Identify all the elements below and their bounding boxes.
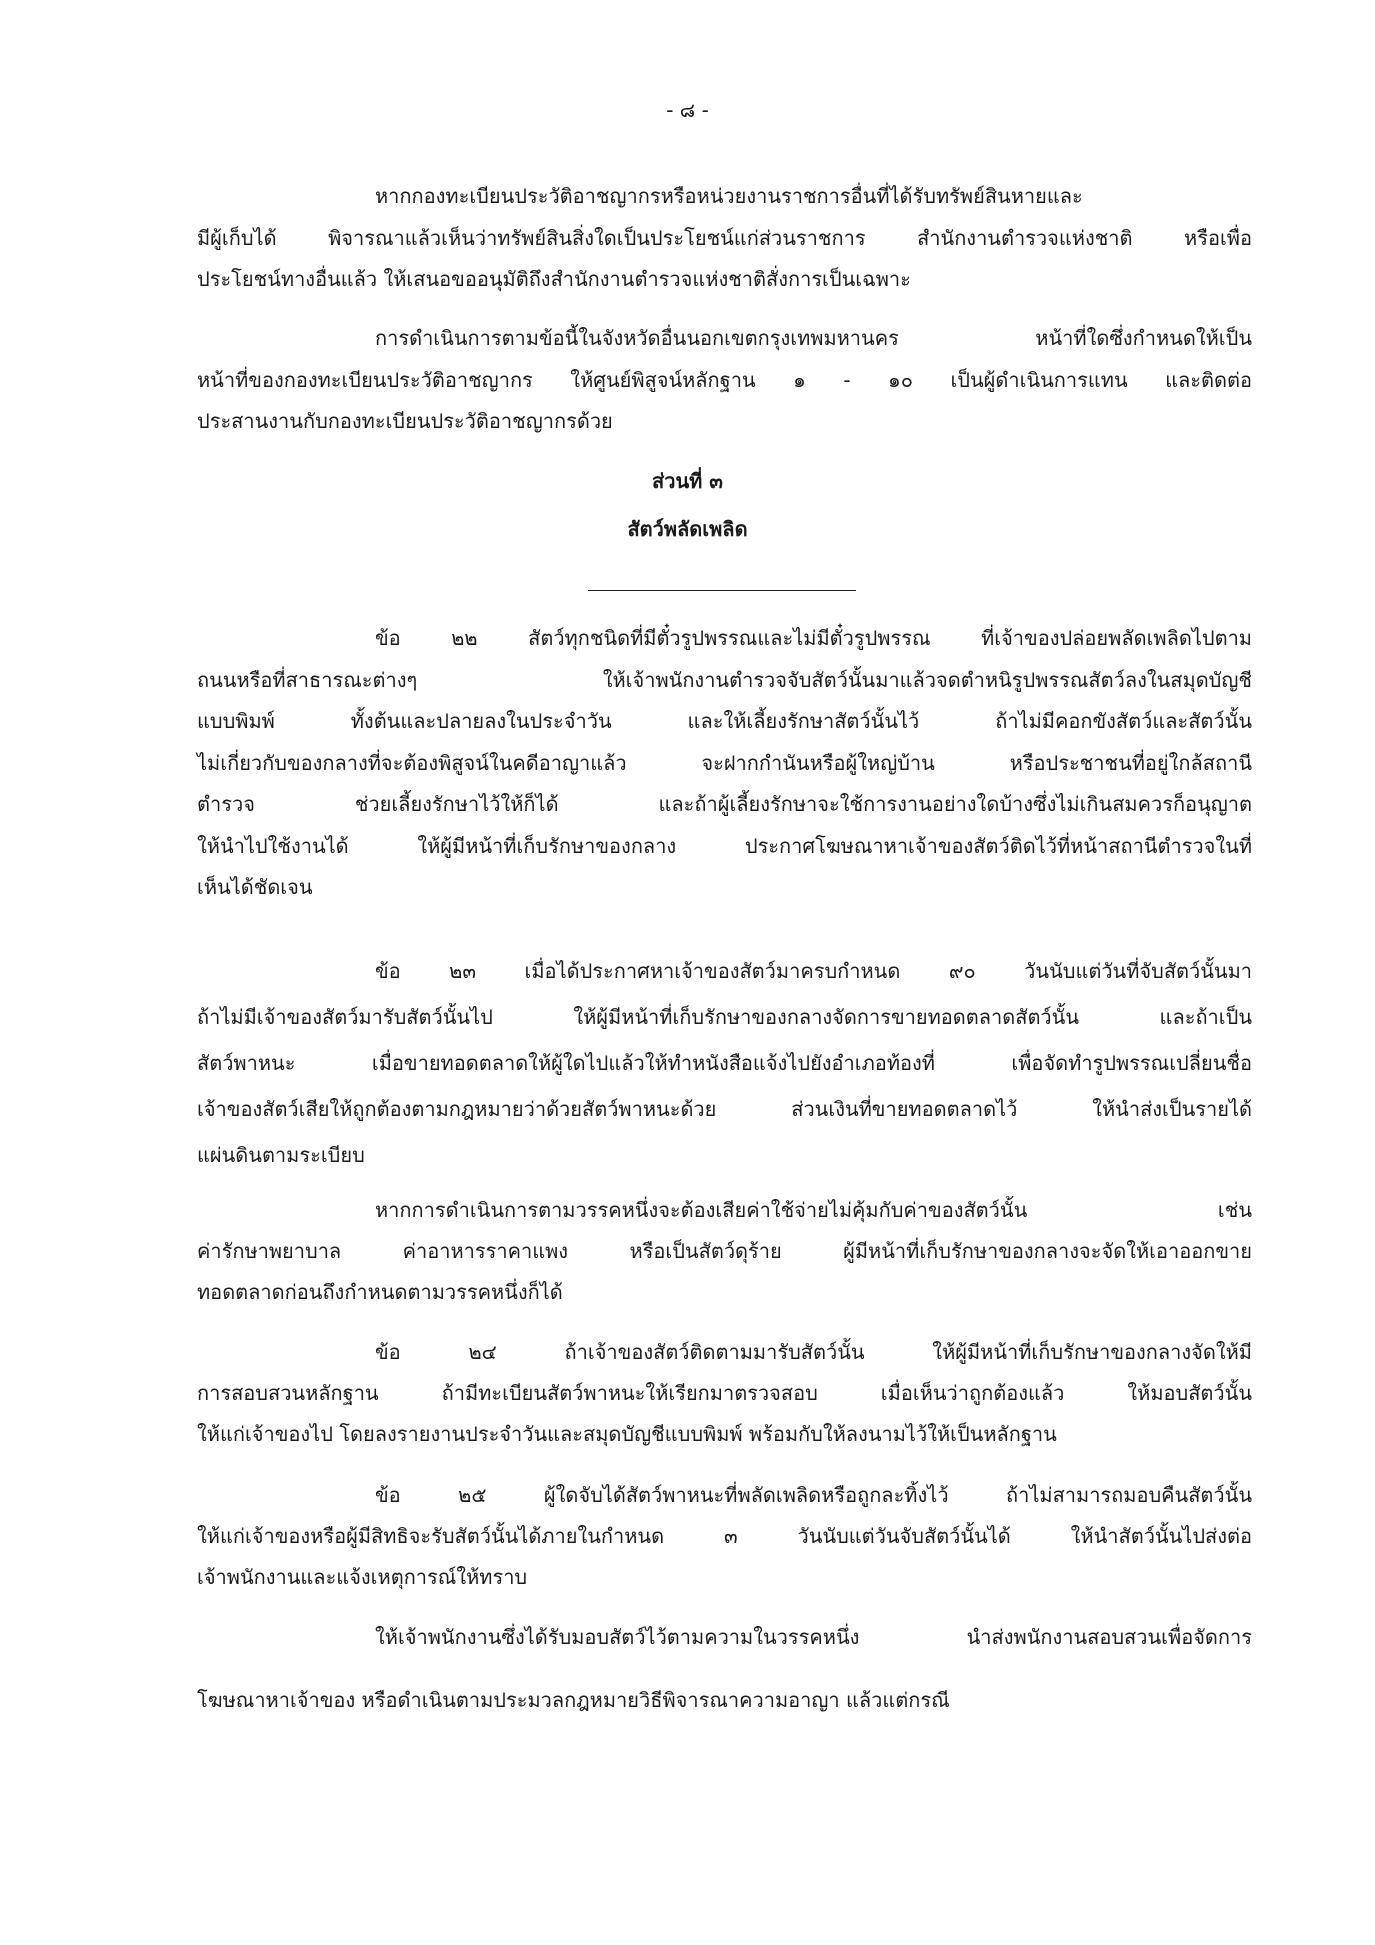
paragraph-p24-line: ให้แก่เจ้าของไป โดยลงรายงานประจำวันและสมุดบัญชีแบบพิมพ์ พร้อมกับให้ลงนามไว้ให้เป็นหลักฐาน bbox=[197, 1422, 1057, 1446]
paragraph-p25-line: เจ้าพนักงานและแจ้งเหตุการณ์ให้ทราบ bbox=[197, 1565, 528, 1589]
paragraph-p22-line: ไม่เกี่ยวกับของกลางที่จะต้องพิสูจน์ในคดีอาญาแล้ว จะฝากกำนันหรือผู้ใหญ่บ้าน หรือประชาชนที่อยู่ใกล้สถานี bbox=[197, 750, 1252, 775]
paragraph-p2-line: หน้าที่ของกองทะเบียนประวัติอาชญากร ให้ศูนย์พิสูจน์หลักฐาน ๑ - ๑๐ เป็นผู้ดำเนินการแทน และติดต่อ bbox=[197, 367, 1252, 392]
paragraph-p23-line: เจ้าของสัตว์เสียให้ถูกต้องตามกฎหมายว่าด้วยสัตว์พาหนะด้วย ส่วนเงินที่ขายทอดตลาดไว้ ให้นำส่งเป็นรายได้ bbox=[197, 1097, 1252, 1121]
paragraph-p23-line: ข้อ ๒๓ เมื่อได้ประกาศหาเจ้าของสัตว์มาครบกำหนด ๙๐ วันนับแต่วันที่จับสัตว์นั้นมา bbox=[375, 959, 1252, 983]
paragraph-p23b-line: หากการดำเนินการตามวรรคหนึ่งจะต้องเสียค่าใช้จ่ายไม่คุ้มกับค่าของสัตว์นั้น เช่น bbox=[375, 1198, 1252, 1222]
paragraph-p22-line: ตำรวจ ช่วยเลี้ยงรักษาไว้ให้ก็ได้ และถ้าผู้เลี้ยงรักษาจะใช้การงานอย่างใดบ้างซึ่งไม่เกินสมควรก็อนุญาต bbox=[197, 792, 1252, 816]
paragraph-p22-line: เห็นได้ชัดเจน bbox=[197, 875, 313, 899]
paragraph-p23-line: ถ้าไม่มีเจ้าของสัตว์มารับสัตว์นั้นไป ให้ผู้มีหน้าที่เก็บรักษาของกลางจัดการขายทอดตลาดสัตว์นั้น และถ้าเป็น bbox=[197, 1005, 1252, 1029]
section-divider bbox=[588, 590, 856, 591]
paragraph-p24-line: ข้อ ๒๔ ถ้าเจ้าของสัตว์ติดตามมารับสัตว์นั้น ให้ผู้มีหน้าที่เก็บรักษาของกลางจัดให้มี bbox=[375, 1340, 1252, 1364]
paragraph-p23-line: แผ่นดินตามระเบียบ bbox=[197, 1143, 365, 1167]
paragraph-p23b-line: ค่ารักษาพยาบาล ค่าอาหารราคาแพง หรือเป็นสัตว์ดุร้าย ผู้มีหน้าที่เก็บรักษาของกลางจะจัดให้เอาออกขาย bbox=[197, 1239, 1252, 1263]
paragraph-p23b-line: ทอดตลาดก่อนถึงกำหนดตามวรรคหนึ่งก็ได้ bbox=[197, 1280, 563, 1304]
paragraph-p22-line: ข้อ ๒๒ สัตว์ทุกชนิดที่มีตั๋วรูปพรรณและไม่มีตั๋วรูปพรรณ ที่เจ้าของปล่อยพลัดเพลิดไปตาม bbox=[375, 626, 1252, 650]
paragraph-p1-line: มีผู้เก็บได้ พิจารณาแล้วเห็นว่าทรัพย์สินสิ่งใดเป็นประโยชน์แก่ส่วนราชการ สำนักงานตำรวจแห่งชาติ หรือเพื่อ bbox=[197, 225, 1252, 250]
paragraph-p25b-line: โฆษณาหาเจ้าของ หรือดำเนินตามประมวลกฎหมายวิธีพิจารณาความอาญา แล้วแต่กรณี bbox=[197, 1688, 950, 1712]
paragraph-p25-line: ข้อ ๒๕ ผู้ใดจับได้สัตว์พาหนะที่พลัดเพลิดหรือถูกละทิ้งไว้ ถ้าไม่สามารถมอบคืนสัตว์นั้น bbox=[375, 1483, 1252, 1507]
paragraph-p25-line: ให้แก่เจ้าของหรือผู้มีสิทธิจะรับสัตว์นั้นได้ภายในกำหนด ๓ วันนับแต่วันจับสัตว์นั้นได้ ให้นำสัตว์นั้นไปส่งต่อ bbox=[197, 1524, 1252, 1548]
paragraph-p2-line: การดำเนินการตามข้อนี้ในจังหวัดอื่นนอกเขตกรุงเทพมหานคร หน้าที่ใดซึ่งกำหนดให้เป็น bbox=[375, 326, 1252, 350]
paragraph-p23-line: สัตว์พาหนะ เมื่อขายทอดตลาดให้ผู้ใดไปแล้วให้ทำหนังสือแจ้งไปยังอำเภอท้องที่ เพื่อจัดทำรูปพรรณเปลี่ยนชื่อ bbox=[197, 1051, 1252, 1075]
paragraph-p1-line: หากกองทะเบียนประวัติอาชญากรหรือหน่วยงานราชการอื่นที่ได้รับทรัพย์สินหายและ bbox=[375, 184, 1083, 208]
paragraph-p22-line: ถนนหรือที่สาธารณะต่างๆ ให้เจ้าพนักงานตำรวจจับสัตว์นั้นมาแล้วจดตำหนิรูปพรรณสัตว์ลงในสมุดบัญชี bbox=[197, 667, 1252, 692]
paragraph-p22-line: ให้นำไปใช้งานได้ ให้ผู้มีหน้าที่เก็บรักษาของกลาง ประกาศโฆษณาหาเจ้าของสัตว์ติดไว้ที่หน้าสถานีตำรวจในที่ bbox=[197, 833, 1252, 858]
page-number: - ๘ - bbox=[666, 98, 709, 122]
paragraph-p25b-line: ให้เจ้าพนักงานซึ่งได้รับมอบสัตว์ไว้ตามความในวรรคหนึ่ง นำส่งพนักงานสอบสวนเพื่อจัดการ bbox=[375, 1625, 1252, 1649]
section-title: สัตว์พลัดเพลิด bbox=[627, 517, 748, 541]
section-number: ส่วนที่ ๓ bbox=[652, 469, 723, 493]
paragraph-p22-line: แบบพิมพ์ ทั้งต้นและปลายลงในประจำวัน และให้เลี้ยงรักษาสัตว์นั้นไว้ ถ้าไม่มีคอกขังสัตว์และสัตว์นั้น bbox=[197, 709, 1252, 733]
paragraph-p2-line: ประสานงานกับกองทะเบียนประวัติอาชญากรด้วย bbox=[197, 409, 613, 433]
paragraph-p1-line: ประโยชน์ทางอื่นแล้ว ให้เสนอขออนุมัติถึงสำนักงานตำรวจแห่งชาติสั่งการเป็นเฉพาะ bbox=[197, 267, 911, 291]
paragraph-p24-line: การสอบสวนหลักฐาน ถ้ามีทะเบียนสัตว์พาหนะให้เรียกมาตรวจสอบ เมื่อเห็นว่าถูกต้องแล้ว ให้มอบสัตว์นั้น bbox=[197, 1381, 1252, 1405]
